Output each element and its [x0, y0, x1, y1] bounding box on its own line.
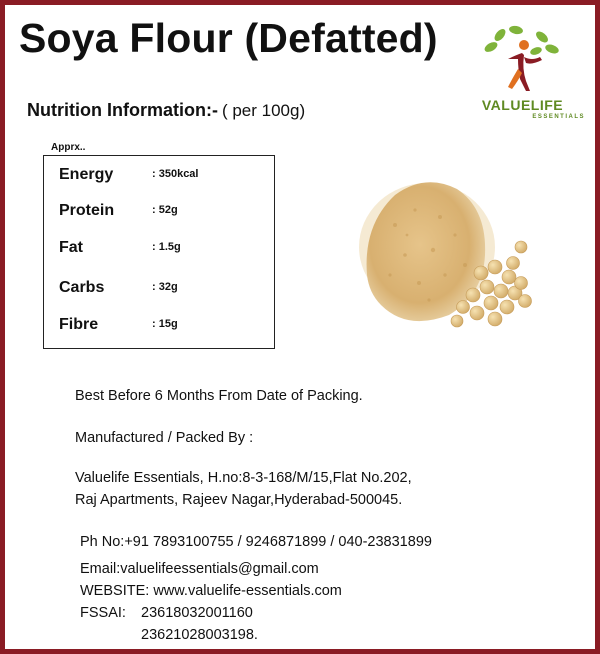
manufactured-by-heading: Manufactured / Packed By : — [75, 430, 254, 446]
fssai-number-1: 23618032001160 — [141, 605, 253, 621]
nutrition-value: : 32g — [152, 281, 178, 293]
product-photo — [345, 155, 545, 345]
nutrition-table — [43, 155, 275, 349]
nutrition-value: : 350kcal — [152, 168, 199, 180]
best-before-text: Best Before 6 Months From Date of Packing. — [75, 388, 363, 404]
approx-note: Apprx.. — [51, 142, 86, 153]
brand-tagline: ESSENTIALS — [532, 114, 585, 120]
nutrition-per: ( per 100g) — [221, 101, 306, 120]
fssai-label: FSSAI: — [80, 605, 126, 621]
nutrition-label: Fibre — [59, 316, 99, 333]
phone-numbers: Ph No:+91 7893100755 / 9246871899 / 040-23831899 — [80, 534, 432, 550]
soya-flour-and-beans-photo-icon — [345, 155, 545, 345]
nutrition-label: Fat — [59, 239, 83, 256]
nutrition-heading-text: Nutrition Information:- — [27, 100, 218, 120]
brand-name: VALUELIFE — [481, 97, 564, 113]
product-title: Soya Flour (Defatted) — [19, 15, 438, 61]
valuelife-logo-icon — [478, 25, 568, 97]
website-address: WEBSITE: www.valuelife-essentials.com — [80, 583, 342, 599]
nutrition-label: Energy — [59, 166, 114, 183]
nutrition-heading — [27, 100, 305, 121]
nutrition-label: Protein — [59, 202, 115, 219]
nutrition-value: : 15g — [152, 318, 178, 330]
fssai-number-2: 23621028003198. — [141, 627, 258, 643]
address-line-2: Raj Apartments, Rajeev Nagar,Hyderabad-500045. — [75, 492, 403, 508]
nutrition-label: Carbs — [59, 279, 105, 296]
email-address: Email:valuelifeessentials@gmail.com — [80, 561, 319, 577]
nutrition-value: : 52g — [152, 204, 178, 216]
nutrition-value: : 1.5g — [152, 241, 181, 253]
brand-logo — [460, 25, 585, 125]
address-line-1: Valuelife Essentials, H.no:8-3-168/M/15,Flat No.202, — [75, 470, 412, 486]
